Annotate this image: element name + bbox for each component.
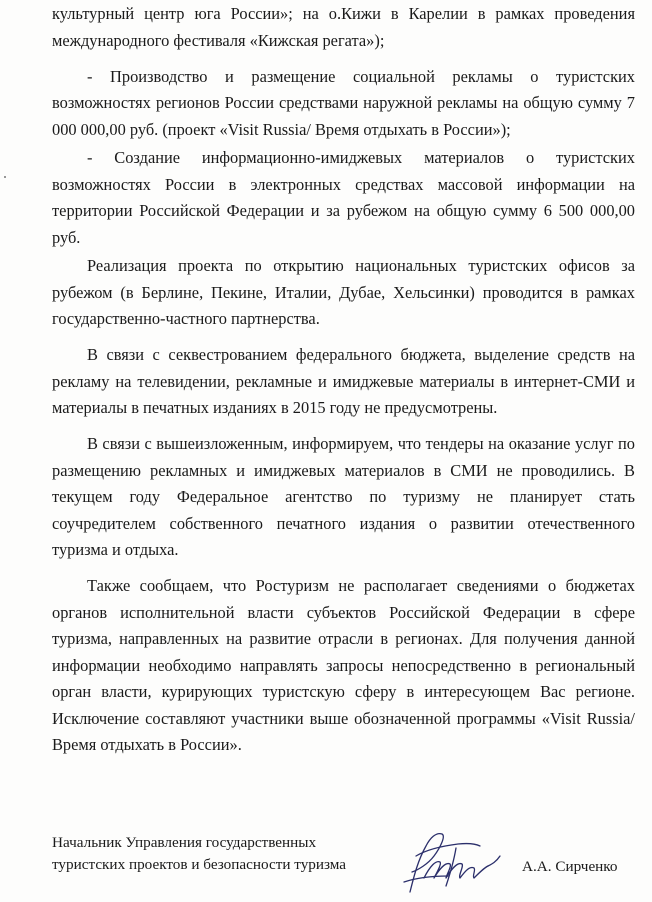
- paragraph-tourist-offices: Реализация проекта по открытию национальных туристских офисов за рубежом (в Берлине, Пекине, Италии, Дубае, Хельсинки) проводится в рамках государственно-частного партнерства.: [52, 256, 635, 328]
- signatory-name: А.А. Сирченко: [522, 858, 618, 875]
- paragraph-tenders: В связи с вышеизложенным, информируем, что тендеры на оказание услуг по размещению рекламных и имиджевых материалов в СМИ не проводились. В текущем году Федеральное агентство по туризму не планирует стать соучредителем собственного печатного издания о развитии отечественного туризма и отдыха.: [52, 434, 635, 559]
- paragraph-continuation: культурный центр юга России»; на о.Кижи в Карелии в рамках проведения международного фестиваля «Кижская регата»);: [52, 4, 635, 50]
- handwritten-signature: [396, 826, 508, 898]
- list-item-media-materials: - Создание информационно-имиджевых материалов о туристских возможностях России в электронных средствах массовой информации на территории Российской Федерации и за рубежом на общую сумму 6 500 000,00 руб.: [52, 148, 635, 247]
- signatory-title: [52, 832, 392, 876]
- paragraph-regional-budgets: Также сообщаем, что Ростуризм не располагает сведениями о бюджетах органов исполнительной власти субъектов Российской Федерации в сфере туризма, направленных на развитие отрасли в регионах. Для получения данной информации необходимо направлять запросы непосредственно в региональный орган власти, курирующих туристскую сферу в интересующем Вас регионе. Исключение составляют участники выше обозначенной программы «Visit Russia/ Время отдыхать в России».: [52, 576, 635, 754]
- signatory-title-line2: туристских проектов и безопасности туризма: [52, 856, 347, 873]
- list-item-outdoor-ads: - Производство и размещение социальной рекламы о туристских возможностях регионов России средствами наружной рекламы на общую сумму 7 000 000,00 руб. (проект «Visit Russia/ Время отдыхать в России»);: [52, 66, 635, 139]
- paragraph-budget-sequestration: В связи с секвестрованием федерального бюджета, выделение средств на рекламу на телевидении, рекламные и имиджевые материалы в интернет-СМИ и материалы в печатных изданиях в 2015 году не предусмотрены.: [52, 345, 635, 417]
- signatory-title-line1: Начальник Управления государственных: [52, 834, 317, 851]
- scan-mark: [4, 176, 6, 178]
- letter-body: [52, 1, 635, 768]
